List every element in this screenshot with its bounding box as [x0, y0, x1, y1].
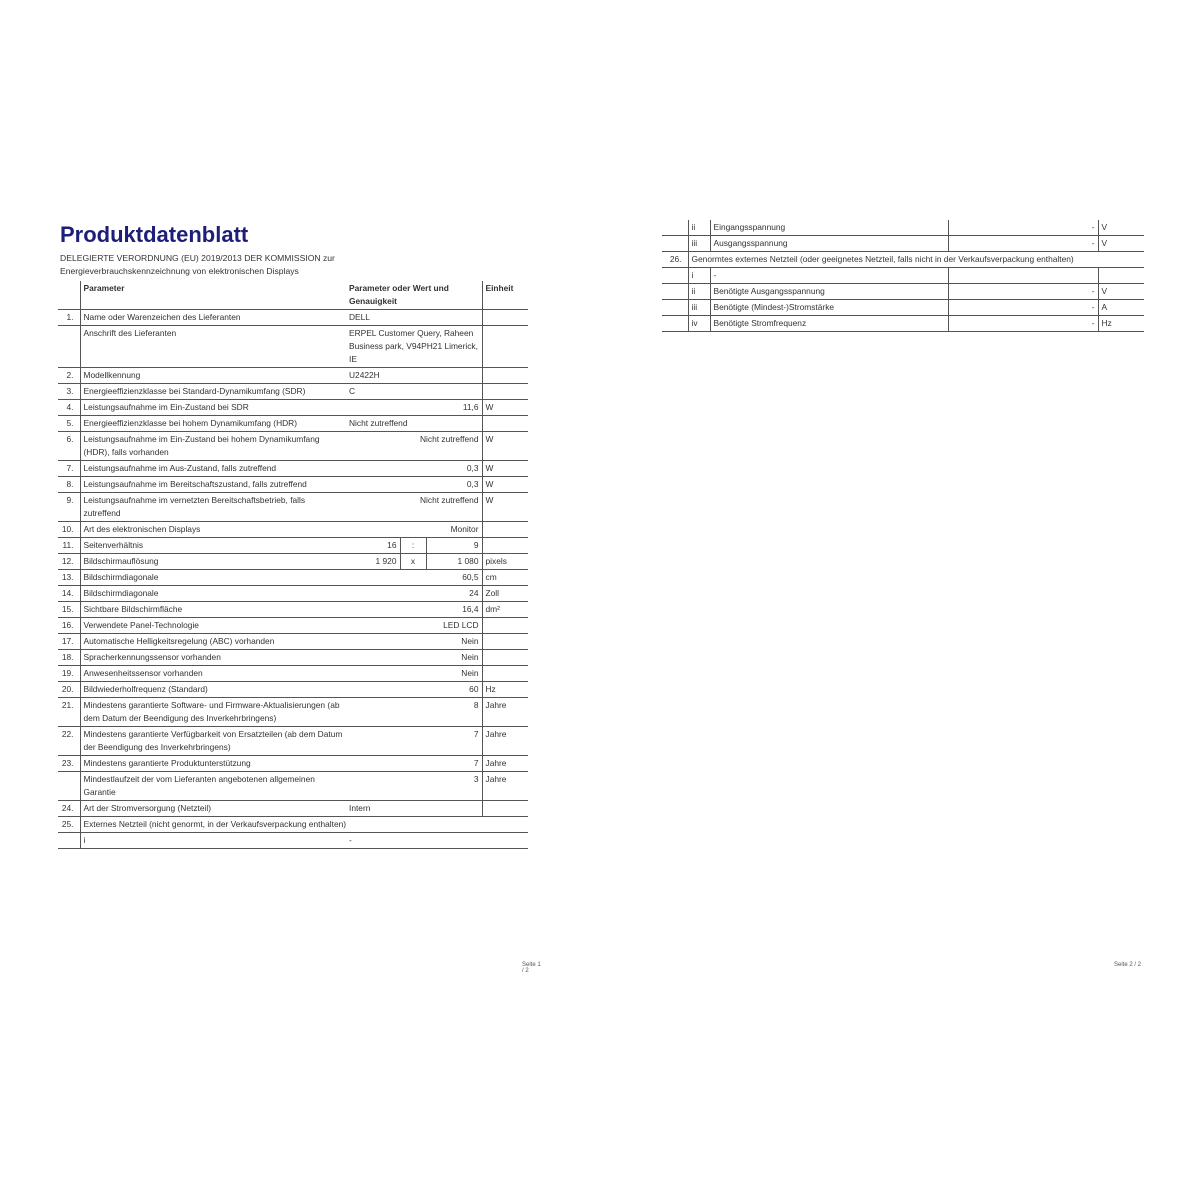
unit: Zoll	[482, 586, 528, 602]
parameter-name: Ausgangsspannung	[710, 236, 948, 252]
parameter-name: Spracherkennungssensor vorhanden	[80, 650, 346, 666]
unit: V	[1098, 220, 1144, 236]
table-row	[58, 522, 528, 538]
row-number	[58, 833, 80, 849]
parameter-value: 16,4	[346, 602, 482, 618]
row-number: 24.	[58, 801, 80, 817]
parameter-value: Nicht zutreffend	[346, 416, 482, 432]
unit	[482, 666, 528, 682]
table-row	[58, 310, 528, 326]
row-number: 5.	[58, 416, 80, 432]
parameter-name: Leistungsaufnahme im vernetzten Bereitschaftsbetrieb, falls zutreffend	[80, 493, 346, 522]
parameter-name: Art des elektronischen Displays	[80, 522, 346, 538]
unit	[482, 801, 528, 817]
table-row	[58, 618, 528, 634]
table-row	[58, 326, 528, 368]
unit: W	[482, 477, 528, 493]
table-header-row	[58, 281, 528, 310]
parameter-value: C	[346, 384, 482, 400]
row-number: 22.	[58, 727, 80, 756]
parameter-value: Nein	[346, 666, 482, 682]
parameter-name: Benötigte (Mindest-)Stromstärke	[710, 300, 948, 316]
parameter-name: Mindestens garantierte Software- und Firmware-Aktualisierungen (ab dem Datum der Beendigung des Inverkehrbringens)	[80, 698, 346, 727]
parameter-value: -	[948, 284, 1098, 300]
sub-index: iv	[688, 316, 710, 332]
header-parameter: Parameter	[80, 281, 346, 310]
table-row	[58, 602, 528, 618]
unit	[482, 310, 528, 326]
parameter-value: 8	[346, 698, 482, 727]
row-number: 17.	[58, 634, 80, 650]
table-row	[58, 833, 528, 849]
row-number: 16.	[58, 618, 80, 634]
row-number: 23.	[58, 756, 80, 772]
parameter-value: -	[948, 316, 1098, 332]
header-value: Parameter oder Wert und Genauigkeit	[346, 281, 482, 310]
row-number: 3.	[58, 384, 80, 400]
value-right: 9	[426, 538, 482, 554]
parameter-name: Sichtbare Bildschirmfläche	[80, 602, 346, 618]
table-row	[58, 461, 528, 477]
unit: cm	[482, 570, 528, 586]
parameter-value: 7	[346, 756, 482, 772]
parameter-name: Leistungsaufnahme im Ein-Zustand bei SDR	[80, 400, 346, 416]
row-number: 11.	[58, 538, 80, 554]
row-number: 25.	[58, 817, 80, 833]
table-row	[662, 236, 1144, 252]
table-row	[58, 570, 528, 586]
row-number	[662, 220, 688, 236]
table-row	[58, 538, 528, 554]
document-title: Produktdatenblatt	[60, 222, 249, 247]
row-number: 14.	[58, 586, 80, 602]
parameter-name: Eingangsspannung	[710, 220, 948, 236]
value-right: 1 080	[426, 554, 482, 570]
row-number: 4.	[58, 400, 80, 416]
unit: W	[482, 400, 528, 416]
page-footer: Seite 2 / 2	[1114, 962, 1142, 968]
parameter-value: 11,6	[346, 400, 482, 416]
table-row	[58, 586, 528, 602]
row-number: 10.	[58, 522, 80, 538]
parameter-name: Externes Netzteil (nicht genormt, in der Verkaufsverpackung enthalten)	[80, 817, 528, 833]
row-number: 15.	[58, 602, 80, 618]
row-number	[662, 316, 688, 332]
parameter-name: Energieeffizienzklasse bei hohem Dynamikumfang (HDR)	[80, 416, 346, 432]
product-data-table	[58, 281, 528, 849]
header-unit: Einheit	[482, 281, 528, 310]
table-row	[662, 268, 1144, 284]
row-number: 12.	[58, 554, 80, 570]
row-number: 6.	[58, 432, 80, 461]
table-row	[662, 252, 1144, 268]
unit	[482, 368, 528, 384]
row-number: 7.	[58, 461, 80, 477]
row-number: 18.	[58, 650, 80, 666]
parameter-value: LED LCD	[346, 618, 482, 634]
table-row	[662, 300, 1144, 316]
parameter-value: DELL	[346, 310, 482, 326]
unit: pixels	[482, 554, 528, 570]
table-row	[58, 493, 528, 522]
table-row	[58, 698, 528, 727]
unit: Jahre	[482, 756, 528, 772]
parameter-name: Automatische Helligkeitsregelung (ABC) vorhanden	[80, 634, 346, 650]
table-row	[58, 400, 528, 416]
parameter-value: Nein	[346, 650, 482, 666]
table-row	[662, 316, 1144, 332]
value-left: 1 920	[346, 554, 400, 570]
row-number: 1.	[58, 310, 80, 326]
row-number	[58, 326, 80, 368]
row-number	[662, 284, 688, 300]
parameter-name: Bildschirmdiagonale	[80, 570, 346, 586]
table-row	[58, 634, 528, 650]
row-number: 19.	[58, 666, 80, 682]
regulation-subtitle: DELEGIERTE VERORDNUNG (EU) 2019/2013 DER KOMMISSION zur Energieverbrauchskennzeichnung von elektronischen Displays	[60, 253, 335, 276]
table-row	[58, 554, 528, 570]
unit	[482, 384, 528, 400]
parameter-value: Monitor	[346, 522, 482, 538]
table-row	[58, 477, 528, 493]
parameter-name: Benötigte Ausgangsspannung	[710, 284, 948, 300]
parameter-name: Leistungsaufnahme im Aus-Zustand, falls zutreffend	[80, 461, 346, 477]
row-number: 13.	[58, 570, 80, 586]
unit: Jahre	[482, 727, 528, 756]
table-row	[58, 682, 528, 698]
parameter-value: ERPEL Customer Query, Raheen Business park, V94PH21 Limerick, IE	[346, 326, 482, 368]
parameter-value: Nicht zutreffend	[346, 432, 482, 461]
row-number: 20.	[58, 682, 80, 698]
unit: Hz	[1098, 316, 1144, 332]
sub-index: i	[80, 833, 346, 849]
unit: A	[1098, 300, 1144, 316]
row-number	[662, 268, 688, 284]
row-number: 9.	[58, 493, 80, 522]
parameter-name: Bildwiederholfrequenz (Standard)	[80, 682, 346, 698]
parameter-name: Seitenverhältnis	[80, 538, 346, 554]
page-1	[58, 222, 542, 982]
product-data-table-continued	[662, 220, 1144, 332]
table-row	[58, 727, 528, 756]
row-number	[662, 300, 688, 316]
page-2	[662, 220, 1152, 980]
unit: V	[1098, 284, 1144, 300]
parameter-value: 3	[346, 772, 482, 801]
table-row	[58, 801, 528, 817]
parameter-name: Mindestlaufzeit der vom Lieferanten angebotenen allgemeinen Garantie	[80, 772, 346, 801]
unit: V	[1098, 236, 1144, 252]
unit: Jahre	[482, 772, 528, 801]
unit: Jahre	[482, 698, 528, 727]
unit: W	[482, 461, 528, 477]
table-row	[58, 772, 528, 801]
unit: Hz	[482, 682, 528, 698]
parameter-value: 24	[346, 586, 482, 602]
parameter-name: Mindestens garantierte Verfügbarkeit von Ersatzteilen (ab dem Datum der Beendigung des Inverkehrbringens)	[80, 727, 346, 756]
parameter-value: 60,5	[346, 570, 482, 586]
parameter-name: Bildschirmdiagonale	[80, 586, 346, 602]
parameter-value: -	[948, 220, 1098, 236]
parameter-name: -	[710, 268, 948, 284]
parameter-name: Anschrift des Lieferanten	[80, 326, 346, 368]
row-number: 2.	[58, 368, 80, 384]
parameter-value	[948, 268, 1098, 284]
value-separator: :	[400, 538, 426, 554]
table-row	[58, 817, 528, 833]
parameter-name: Energieeffizienzklasse bei Standard-Dynamikumfang (SDR)	[80, 384, 346, 400]
unit	[482, 634, 528, 650]
row-number	[662, 236, 688, 252]
sub-index: i	[688, 268, 710, 284]
parameter-name: Art der Stromversorgung (Netzteil)	[80, 801, 346, 817]
table-row	[58, 666, 528, 682]
unit	[482, 522, 528, 538]
unit: dm²	[482, 602, 528, 618]
unit	[482, 650, 528, 666]
table-row	[58, 432, 528, 461]
table-row	[662, 284, 1144, 300]
value-separator: x	[400, 554, 426, 570]
row-number	[58, 772, 80, 801]
table-row	[662, 220, 1144, 236]
parameter-value: Nein	[346, 634, 482, 650]
parameter-name: -	[346, 833, 528, 849]
parameter-name: Leistungsaufnahme im Bereitschaftszustand, falls zutreffend	[80, 477, 346, 493]
parameter-value: -	[948, 236, 1098, 252]
unit	[482, 326, 528, 368]
parameter-value: -	[948, 300, 1098, 316]
page-footer: Seite 1 / 2	[522, 962, 541, 974]
unit	[482, 538, 528, 554]
row-number: 8.	[58, 477, 80, 493]
parameter-name: Anwesenheitssensor vorhanden	[80, 666, 346, 682]
row-number: 21.	[58, 698, 80, 727]
table-row	[58, 650, 528, 666]
sub-index: iii	[688, 236, 710, 252]
sub-index: ii	[688, 220, 710, 236]
unit: W	[482, 493, 528, 522]
value-left: 16	[346, 538, 400, 554]
table-row	[58, 416, 528, 432]
unit	[482, 416, 528, 432]
parameter-name: Verwendete Panel-Technologie	[80, 618, 346, 634]
unit	[482, 618, 528, 634]
unit	[1098, 268, 1144, 284]
parameter-name: Name oder Warenzeichen des Lieferanten	[80, 310, 346, 326]
parameter-value: 0,3	[346, 477, 482, 493]
table-row	[58, 384, 528, 400]
parameter-value: 0,3	[346, 461, 482, 477]
parameter-name: Genormtes externes Netzteil (oder geeignetes Netzteil, falls nicht in der Verkaufsverpackung enthalten)	[688, 252, 1144, 268]
unit: W	[482, 432, 528, 461]
table-row	[58, 368, 528, 384]
sub-index: ii	[688, 284, 710, 300]
sub-index: iii	[688, 300, 710, 316]
parameter-value: Intern	[346, 801, 482, 817]
parameter-value: Nicht zutreffend	[346, 493, 482, 522]
row-number: 26.	[662, 252, 688, 268]
table-row	[58, 756, 528, 772]
parameter-name: Bildschirmauflösung	[80, 554, 346, 570]
parameter-value: U2422H	[346, 368, 482, 384]
parameter-name: Benötigte Stromfrequenz	[710, 316, 948, 332]
parameter-name: Leistungsaufnahme im Ein-Zustand bei hohem Dynamikumfang (HDR), falls vorhanden	[80, 432, 346, 461]
parameter-name: Modellkennung	[80, 368, 346, 384]
parameter-value: 7	[346, 727, 482, 756]
parameter-value: 60	[346, 682, 482, 698]
parameter-name: Mindestens garantierte Produktunterstützung	[80, 756, 346, 772]
